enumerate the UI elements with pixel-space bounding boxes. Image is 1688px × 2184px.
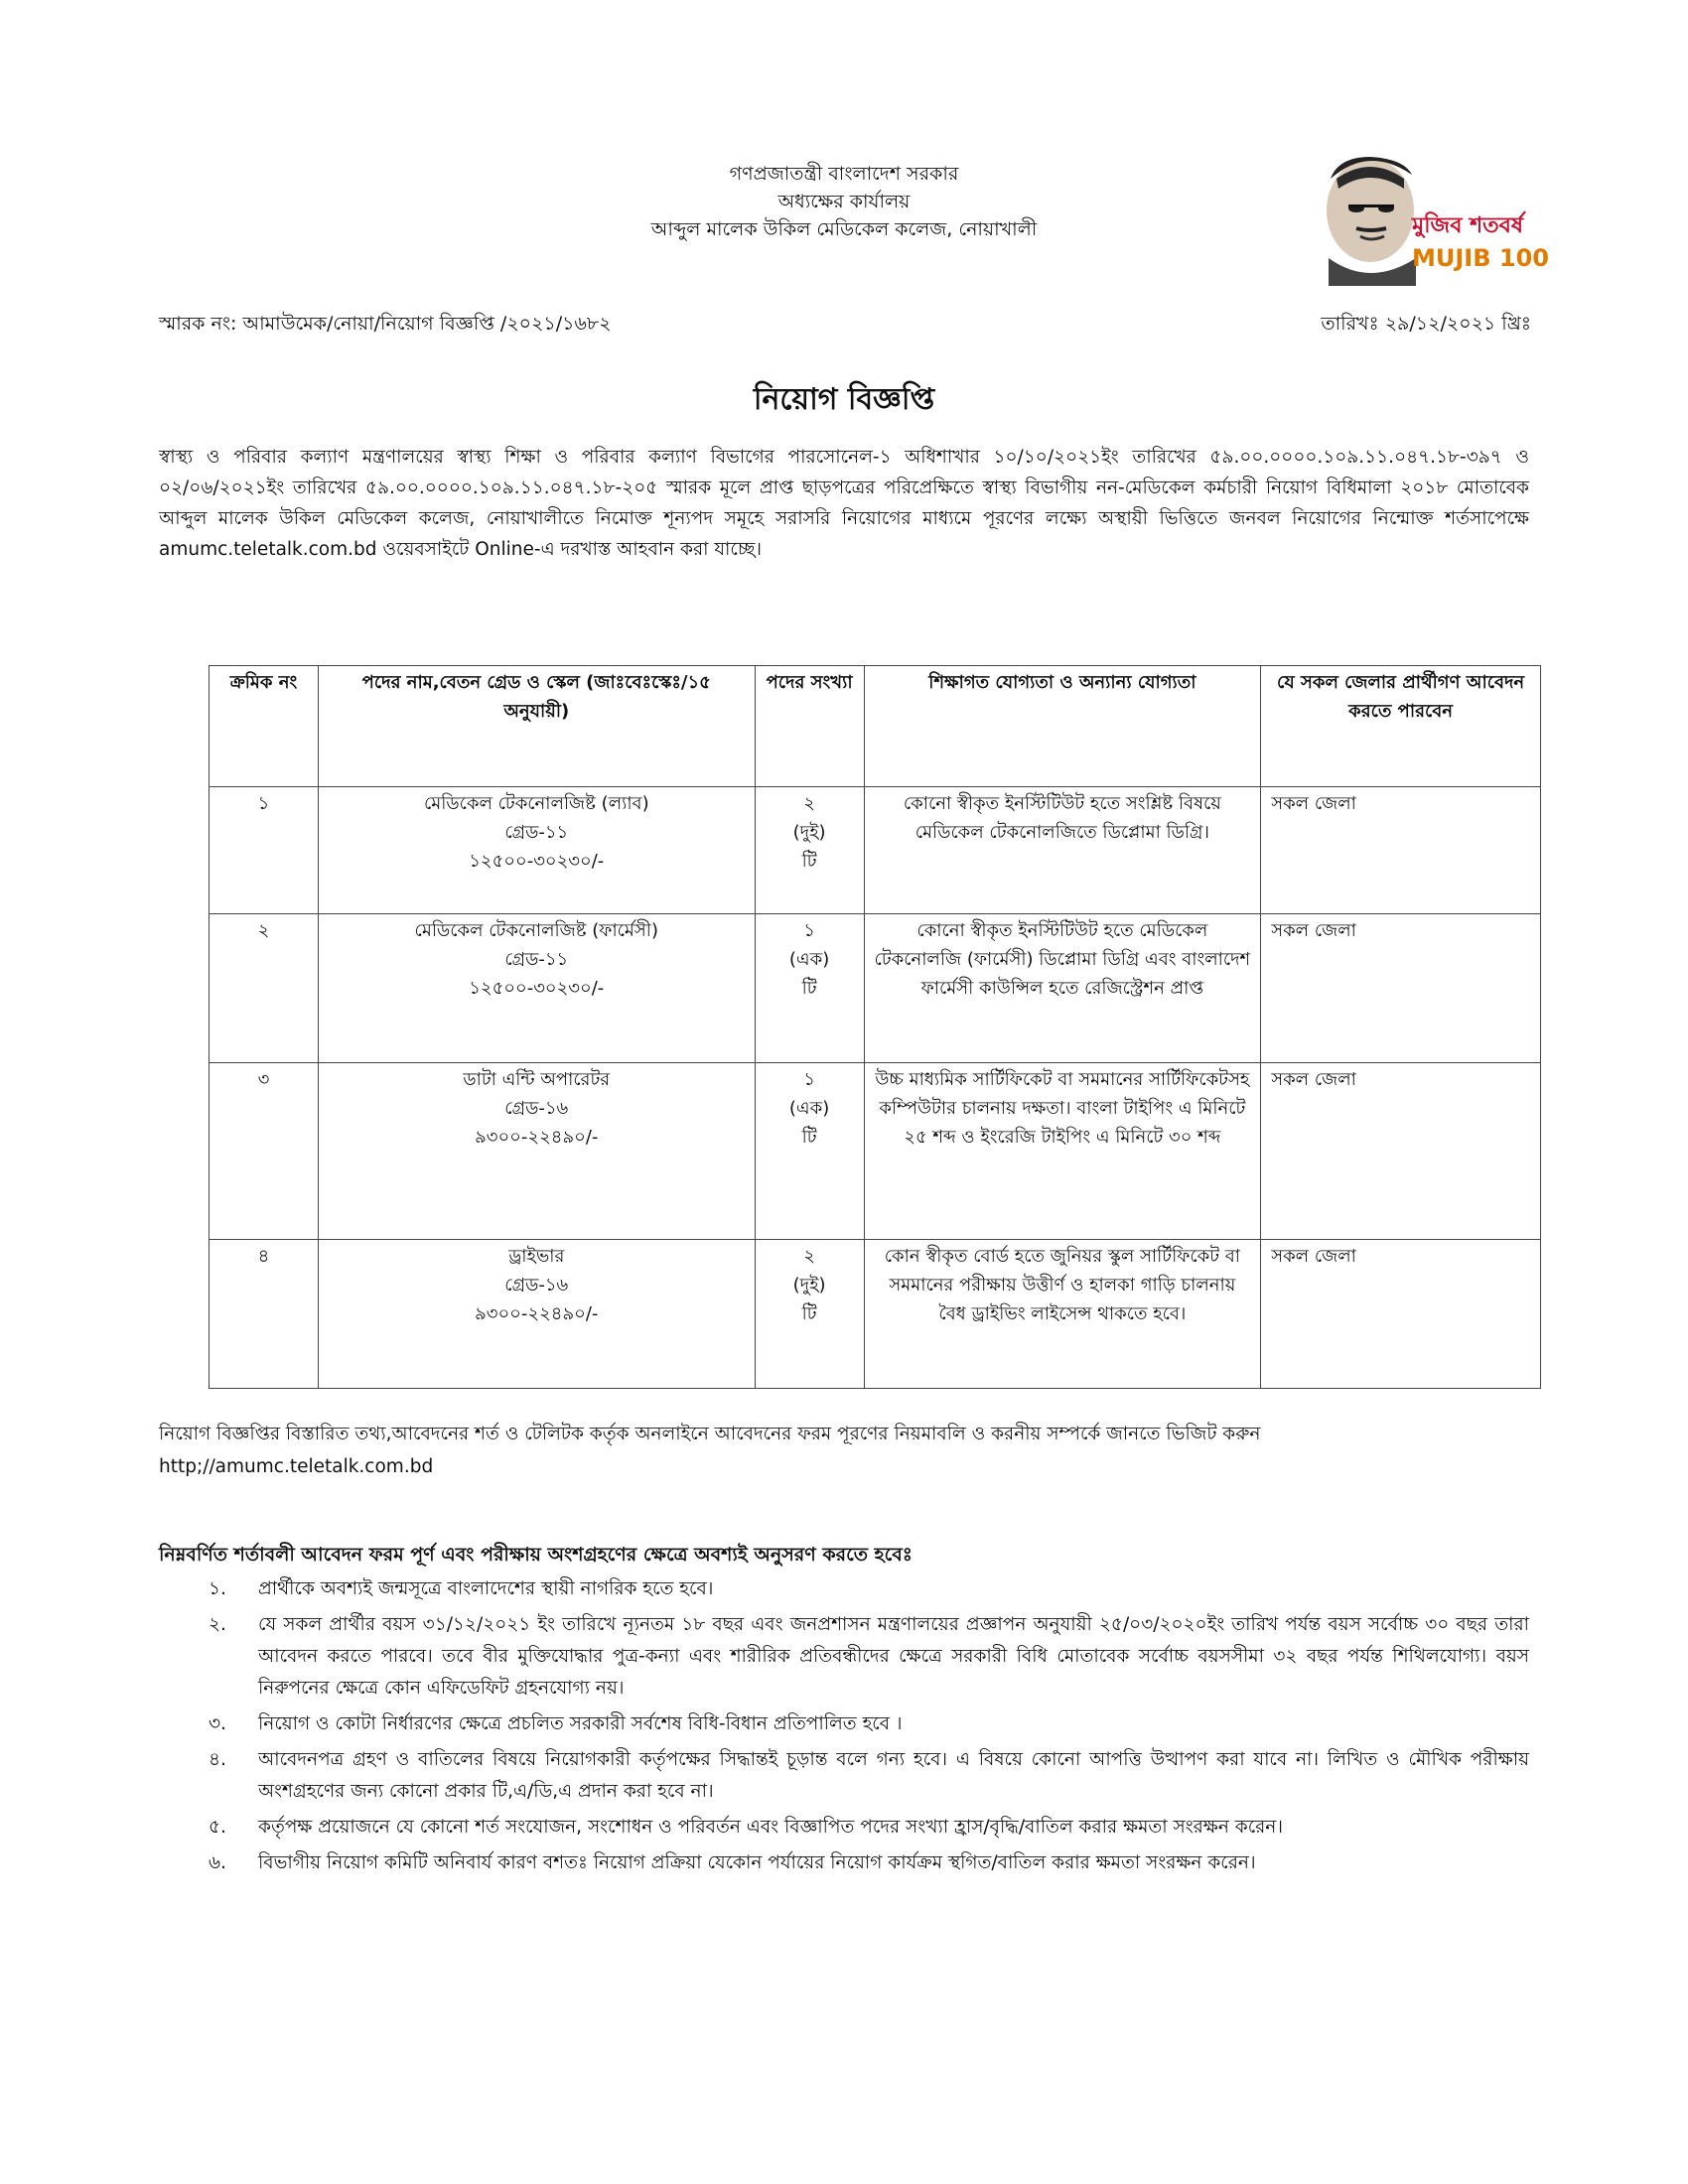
condition-number: ৬. bbox=[209, 1852, 226, 1873]
cell-count bbox=[755, 1240, 864, 1389]
condition-item bbox=[159, 1609, 1529, 1705]
post-name: ডাটা এন্টি অপারেটর bbox=[463, 1069, 611, 1090]
office-header: অধ্যক্ষের কার্যালয় bbox=[777, 191, 911, 212]
cell-districts: সকল জেলা bbox=[1261, 1063, 1541, 1240]
count-unit: টি bbox=[801, 851, 817, 872]
cell-qualification: কোনো স্বীকৃত ইনস্টিটিউট হতে সংশ্লিষ্ট বিষয়ে মেডিকেল টেকনোলজিতে ডিপ্লোমা ডিগ্রি। bbox=[864, 787, 1261, 914]
count-unit: টি bbox=[801, 1303, 817, 1324]
table-header-row bbox=[210, 666, 1541, 787]
post-name: মেডিকেল টেকনোলজিষ্ট (ফার্মেসী) bbox=[414, 920, 658, 941]
table-row bbox=[210, 1063, 1541, 1240]
cell-qualification: কোন স্বীকৃত বোর্ড হতে জুনিয়র স্কুল সার্টিফিকেট বা সমমানের পরীক্ষায় উত্তীর্ণ ও হালকা গাড়ি চালনায় বৈধ ড্রাইভিং লাইসেন্স থাকতে হবে। bbox=[864, 1240, 1261, 1389]
condition-item bbox=[159, 1847, 1529, 1879]
header-districts: যে সকল জেলার প্রার্থীগণ আবেদন করতে পারবেন bbox=[1261, 666, 1541, 787]
cell-serial: ৩ bbox=[210, 1063, 319, 1240]
count-words: (দুই) bbox=[792, 1275, 826, 1296]
post-scale: ১২৫০০-৩০২৩০/- bbox=[469, 978, 605, 999]
table-row bbox=[210, 914, 1541, 1063]
condition-number: ৩. bbox=[209, 1713, 226, 1734]
count-unit: টি bbox=[801, 1127, 817, 1148]
post-name: ড্রাইভার bbox=[508, 1246, 565, 1267]
count-words: (দুই) bbox=[792, 822, 826, 843]
condition-number: ৫. bbox=[209, 1817, 226, 1838]
cell-districts: সকল জেলা bbox=[1261, 1240, 1541, 1389]
post-scale: ৯৩০০-২২৪৯০/- bbox=[475, 1303, 599, 1324]
post-scale: ৯৩০০-২২৪৯০/- bbox=[475, 1127, 599, 1148]
header-count: পদের সংখ্যা bbox=[755, 666, 864, 787]
post-grade: গ্রেড-১১ bbox=[504, 949, 569, 970]
condition-item bbox=[159, 1812, 1529, 1843]
cell-qualification: কোনো স্বীকৃত ইনস্টিটিউট হতে মেডিকেল টেকনোলজি (ফার্মেসী) ডিপ্লোমা ডিগ্রি এবং বাংলাদেশ ফার্মেসী কাউন্সিল হতে রেজিস্ট্রেশন প্রাপ্ত bbox=[864, 914, 1261, 1063]
count-number: ১ bbox=[803, 920, 815, 941]
condition-text: আবেদনপত্র গ্রহণ ও বাতিলের বিষয়ে নিয়োগকারী কর্তৃপক্ষের সিদ্ধান্তই চূড়ান্ত বলে গন্য হবে। এ বিষয়ে কোনো আপত্তি উত্থাপণ করা যাবে না। লিখিত ও মৌখিক পরীক্ষায় অংশগ্রহণের জন্য কোনো প্রকার টি,এ/ডি,এ প্রদান করা হবে না। bbox=[258, 1749, 1529, 1802]
condition-number: ৪. bbox=[209, 1749, 226, 1770]
cell-serial: ২ bbox=[210, 914, 319, 1063]
cell-serial: ১ bbox=[210, 787, 319, 914]
condition-text: কর্তৃপক্ষ প্রয়োজনে যে কোনো শর্ত সংযোজন, সংশোধন ও পরিবর্তন এবং বিজ্ঞাপিত পদের সংখ্যা হ্রাস/বৃদ্ধি/বাতিল করার ক্ষমতা সংরক্ষন করেন। bbox=[258, 1817, 1283, 1838]
post-scale: ১২৫০০-৩০২৩০/- bbox=[469, 851, 605, 872]
cell-count bbox=[755, 1063, 864, 1240]
intro-paragraph: স্বাস্থ্য ও পরিবার কল্যাণ মন্ত্রণালয়ের স্বাস্থ্য শিক্ষা ও পরিবার কল্যাণ বিভাগের পারসোনেল-১ অধিশাখার ১০/১০/২০২১ইং তারিখের ৫৯.০০.০০০০.১০৯.১১.০৪৭.১৮-৩৯৭ ও ০২/০৬/২০২১ইং তারিখের ৫৯.০০.০০০০.১০৯.১১.০৪৭.১৮-২০৫ স্মারক মূলে প্রাপ্ত ছাড়পত্রের পরিপ্রেক্ষিতে স্বাস্থ্য বিভাগীয় নন-মেডিকেল কর্মচারী নিয়োগ বিধিমালা ২০১৮ মোতাবেক আব্দুল মালেক উকিল মেডিকেল কলেজ, নোয়াখালীতে নিমোক্ত শূন্যপদ সমূহে সরাসরি নিয়োগের মাধ্যমে পূরণের লক্ষ্যে অস্থায়ী ভিত্তিতে জনবল নিয়োগের নিন্মোক্ত শর্তসাপেক্ষে amumc.teletalk.com.bd ওয়েবসাইটে Online-এ দরখাস্ত আহবান করা যাচ্ছে। bbox=[159, 447, 1529, 560]
condition-number: ২. bbox=[209, 1614, 226, 1635]
post-name: মেডিকেল টেকনোলজিষ্ট (ল্যাব) bbox=[423, 793, 649, 814]
count-number: ২ bbox=[803, 793, 815, 814]
table-row bbox=[210, 1240, 1541, 1389]
condition-text: যে সকল প্রার্থীর বয়স ৩১/১২/২০২১ ইং তারিখে ন্যূনতম ১৮ বছর এবং জনপ্রশাসন মন্ত্রণালয়ের প্রজ্ঞাপন অনুযায়ী ২৫/০৩/২০২০ইং তারিখ পর্যন্ত বয়স সর্বোচ্চ ৩০ বছর তারা আবেদন করতে পারবে। তবে বীর মুক্তিযোদ্ধার পুত্র-কন্যা এবং শারীরিক প্রতিবন্ধীদের ক্ষেত্রে সরকারী বিধি মোতাবেক সর্বোচ্চ বয়সসীমা ৩২ বছর পর্যন্ত শিথিলযোগ্য। বয়স নিরুপনের ক্ষেত্রে কোন এফিডেফিট গ্রহনযোগ্য নয়। bbox=[258, 1614, 1529, 1699]
cell-post bbox=[318, 1063, 755, 1240]
condition-text: নিয়োগ ও কোটা নির্ধারণের ক্ষেত্রে প্রচলিত সরকারী সর্বশেষ বিধি-বিধান প্রতিপালিত হবে । bbox=[258, 1713, 903, 1734]
cell-count bbox=[755, 787, 864, 914]
cell-post bbox=[318, 914, 755, 1063]
condition-number: ১. bbox=[209, 1578, 226, 1599]
memo-reference: স্মারক নং: আমাউমেক/নোয়া/নিয়োগ বিজ্ঞপ্তি /২০২১/১৬৮২ bbox=[159, 313, 612, 335]
count-unit: টি bbox=[801, 978, 817, 999]
count-number: ২ bbox=[803, 1246, 815, 1267]
condition-text: প্রার্থীকে অবশ্যই জন্মসূত্রে বাংলাদেশের স্থায়ী নাগরিক হতে হবে। bbox=[258, 1578, 714, 1599]
cell-districts: সকল জেলা bbox=[1261, 787, 1541, 914]
cell-serial: ৪ bbox=[210, 1240, 319, 1389]
college-header: আব্দুল মালেক উকিল মেডিকেল কলেজ, নোয়াখালী bbox=[650, 218, 1038, 240]
post-grade: গ্রেড-১৬ bbox=[504, 1098, 569, 1119]
header-qualification: শিক্ষাগত যোগ্যতা ও অন্যান্য যোগ্যতা bbox=[864, 666, 1261, 787]
table-row bbox=[210, 787, 1541, 914]
memo-date: তারিখঃ ২৯/১২/২০২১ খ্রিঃ bbox=[1321, 313, 1531, 335]
header-post: পদের নাম,বেতন গ্রেড ও স্কেল (জাঃবেঃস্কেঃ/১৫ অনুযায়ী) bbox=[318, 666, 755, 787]
count-words: (এক) bbox=[788, 949, 830, 970]
condition-item bbox=[159, 1708, 1529, 1740]
post-grade: গ্রেড-১১ bbox=[504, 822, 569, 843]
cell-qualification: উচ্চ মাধ্যমিক সার্টিফিকেট বা সমমানের সার্টিফিকেটসহ কম্পিউটার চালনায় দক্ষতা। বাংলা টাইপিং এ মিনিটে ২৫ শব্দ ও ইংরেজি টাইপিং এ মিনিটে ৩০ শব্দ bbox=[864, 1063, 1261, 1240]
condition-text: বিভাগীয় নিয়োগ কমিটি অনিবার্য কারণ বশতঃ নিয়োগ প্রক্রিয়া যেকোন পর্যায়ের নিয়োগ কার্যক্রম স্থগিত/বাতিল করার ক্ষমতা সংরক্ষন করেন। bbox=[258, 1852, 1256, 1873]
cell-post bbox=[318, 1240, 755, 1389]
cell-count bbox=[755, 914, 864, 1063]
header-serial: ক্রমিক নং bbox=[210, 666, 319, 787]
cell-post bbox=[318, 787, 755, 914]
posts-table bbox=[209, 665, 1541, 1389]
count-number: ১ bbox=[803, 1069, 815, 1090]
count-words: (এক) bbox=[788, 1098, 830, 1119]
post-grade: গ্রেড-১৬ bbox=[504, 1275, 569, 1296]
cell-districts: সকল জেলা bbox=[1261, 914, 1541, 1063]
notice-title: নিয়োগ বিজ্ঞপ্তি bbox=[753, 382, 935, 417]
govt-header: গণপ্রজাতন্ত্রী বাংলাদেশ সরকার bbox=[729, 163, 959, 185]
logo-text-bn: মুজিব শতবর্ষ bbox=[1412, 213, 1523, 238]
mujib-100-logo bbox=[1309, 149, 1549, 286]
condition-item bbox=[159, 1744, 1529, 1808]
logo-text-mujib100: MUJIB 100 bbox=[1412, 244, 1549, 272]
conditions-heading: নিম্নবর্ণিত শর্তাবলী আবেদন ফরম পূর্ণ এবং পরীক্ষায় অংশগ্রহণের ক্ষেত্রে অবশ্যই অনুসরণ করতে হবেঃ bbox=[159, 1544, 913, 1566]
condition-item bbox=[159, 1573, 1529, 1605]
conditions-list bbox=[159, 1573, 1529, 1883]
details-note: নিয়োগ বিজ্ঞপ্তির বিস্তারিত তথ্য,আবেদনের শর্ত ও টেলিটক কর্তৃক অনলাইনে আবেদনের ফরম পূরণের নিয়মাবলি ও করনীয় সম্পর্কে জানতে ভিজিট করুন http;//amumc.teletalk.com.bd bbox=[159, 1424, 1261, 1477]
